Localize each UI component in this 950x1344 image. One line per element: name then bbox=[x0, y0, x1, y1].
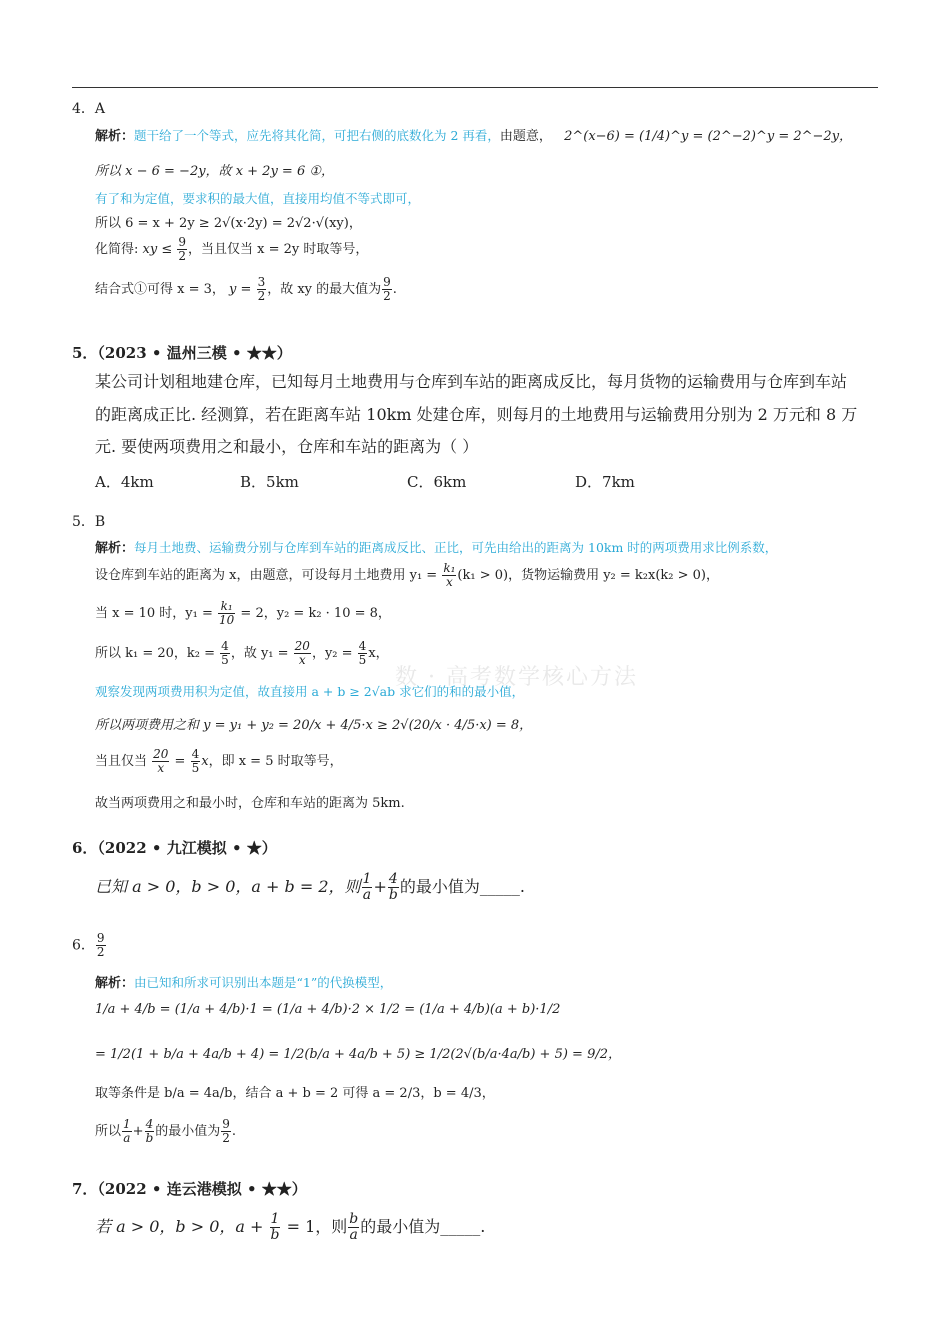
q7-text-a: 若 a > 0，b > 0，a + bbox=[95, 1217, 269, 1236]
q6-answer-num: 6． bbox=[72, 937, 95, 954]
a6-hint-1: 由已知和所求可识别出本题是“1”的代换模型， bbox=[134, 975, 393, 990]
a5-frac-4-5-b: $\frac{4}{5}$ bbox=[358, 639, 367, 667]
q4-solution-line-1 bbox=[95, 125, 852, 144]
q4-frac-9-2: $\frac{9}{2}$ bbox=[178, 235, 186, 263]
a6-l4-prefix: 所以 bbox=[95, 1124, 122, 1139]
a5-line-3 bbox=[95, 600, 391, 627]
q7-frac-b-a: $\frac{b}{a}$ bbox=[349, 1211, 359, 1243]
a5-l3-d: x， bbox=[368, 646, 389, 661]
a5-line-1 bbox=[95, 537, 777, 556]
q6-text-b: 的最小值为_____. bbox=[399, 877, 525, 896]
a6-frac-9-2: $\frac{9}{2}$ bbox=[222, 1117, 230, 1145]
q5-text-2: 的距离成正比. 经测算，若在距离车站 10km 处建仓库，则每月的土地费用与运输费用分别为 2 万元和 8 万 bbox=[95, 405, 858, 424]
a5-hint-1: 每月土地费、运输费分别与仓库到车站的距离成反比、正比，可先由给出的距离为 10km 时的两项费用求比例系数， bbox=[134, 540, 778, 555]
q5-option-b[interactable]: B．5km bbox=[240, 473, 299, 491]
q4-l4-prefix: 化简得: bbox=[95, 242, 143, 257]
top-rule bbox=[72, 87, 878, 88]
q7-header: 7．（2022 • 连云港模拟 • ★★） bbox=[72, 1180, 307, 1198]
a5-label: 解析： bbox=[95, 541, 135, 556]
a6-frac-1-a: $\frac{1}{a}$ bbox=[123, 1117, 131, 1145]
q6-answer bbox=[72, 932, 107, 959]
q7-text-c: 的最小值为_____. bbox=[360, 1217, 486, 1236]
q4-y-eq: y = bbox=[229, 282, 256, 297]
q7-frac-1-b: $\frac{1}{b}$ bbox=[270, 1211, 280, 1243]
a6-frac-4-b: $\frac{4}{b}$ bbox=[145, 1117, 154, 1145]
a5-line-6: 当且仅当 $\frac{20}{x}$ = $\frac{4}{5}$ x，即 x = 5 时取等号， bbox=[95, 747, 343, 775]
q4-l5-mid: ，故 xy 的最大值为 bbox=[267, 282, 382, 297]
a5-frac-k1-x: $\frac{\text{k₁}}{x}$ bbox=[443, 561, 456, 589]
q4-frac-3-2: $\frac{3}{2}$ bbox=[257, 275, 266, 303]
q6-text-a: 已知 a > 0，b > 0，a + b = 2，则 bbox=[95, 877, 361, 896]
a6-line-3: = 1/2(1 + b/a + 4a/b + 4) = 1/2(b/a + 4a/b + 5) ≥ 1/2(2√(b/a·4a/b) + 5) = 9/2， bbox=[95, 1047, 621, 1062]
q6-text: 已知 a > 0，b > 0，a + b = 2，则 $\frac{1}{a}$ + $\frac{4}{b}$ 的最小值为_____. bbox=[95, 871, 525, 903]
q4-frac-9-2-b: $\frac{9}{2}$ bbox=[383, 275, 391, 303]
q4-l1-tail: 由题意， bbox=[499, 129, 552, 144]
q4-answer: 4．A bbox=[72, 101, 106, 117]
a6-l4-suffix: 的最小值为 bbox=[155, 1124, 221, 1139]
q5-option-d[interactable]: D．7km bbox=[575, 473, 635, 491]
a6-line-2: 1/a + 4/b = (1/a + 4/b)·1 = (1/a + 4/b)·2 × 1/2 = (1/a + 4/b)(a + b)·1/2 bbox=[95, 1002, 561, 1017]
q4-solution-line-3: 所以 6 = x + 2y ≥ 2√(x·2y) = 2√2·√(xy)， bbox=[95, 216, 362, 231]
q4-hint-2: 有了和为定值，要求积的最大值，直接用均值不等式即可， bbox=[95, 191, 421, 206]
a5-l2-prefix: 当 x = 10 时，y₁ = bbox=[95, 606, 218, 621]
a5-l3-b: ，故 y₁ = bbox=[230, 646, 293, 661]
q4-hint-1: 题干给了一个等式，应先将其化简，可把右侧的底数化为 2 再看， bbox=[134, 128, 500, 143]
q4-l1-math: 2^(x−6) = (1/4)^y = (2^−2)^y = 2^−2y， bbox=[564, 129, 853, 144]
q4-solution-line-2: 所以 x − 6 = −2y，故 x + 2y = 6 ①， bbox=[95, 164, 335, 179]
q5-header: 5．（2023 • 温州三模 • ★★） bbox=[72, 344, 292, 362]
a5-l1-suffix: (k₁ > 0)，货物运输费用 y₂ = k₂x(k₂ > 0)， bbox=[457, 568, 719, 583]
a5-l3-c: ，y₂ = bbox=[311, 646, 357, 661]
q6-answer-frac: $\frac{9}{2}$ bbox=[96, 931, 105, 959]
a5-l1-prefix: 设仓库到车站的距离为 x，由题意，可设每月土地费用 y₁ = bbox=[95, 568, 442, 583]
a6-label: 解析： bbox=[95, 976, 135, 991]
q7-text-b: = 1，则 bbox=[281, 1217, 348, 1236]
a5-l2-suffix: = 2，y₂ = k₂ · 10 = 8， bbox=[236, 606, 391, 621]
a5-frac-4-5-c: $\frac{4}{5}$ bbox=[191, 747, 200, 775]
a6-line-1 bbox=[95, 972, 392, 991]
a5-line-5: 所以两项费用之和 y = y₁ + y₂ = 20/x + 4/5·x ≥ 2√(20/x · 4/5·x) = 8， bbox=[95, 718, 533, 733]
a5-frac-20-x: $\frac{20}{x}$ bbox=[294, 639, 310, 667]
q4-solution-label: 解析： bbox=[95, 129, 135, 144]
q5-text-3: 元. 要使两项费用之和最小，仓库和车站的距离为（ ） bbox=[95, 437, 479, 456]
q5-option-a[interactable]: A．4km bbox=[95, 473, 154, 491]
a6-line-5: 所以 $\frac{1}{a}$ + $\frac{4}{b}$ 的最小值为 $\frac{9}{2}$ . bbox=[95, 1117, 237, 1145]
q7-text bbox=[95, 1212, 485, 1243]
a5-l3-a: 所以 k₁ = 20，k₂ = bbox=[95, 646, 220, 661]
q6-frac-1-a: $\frac{1}{a}$ bbox=[362, 871, 372, 903]
a5-line-7: 故当两项费用之和最小时，仓库和车站的距离为 5km. bbox=[95, 796, 405, 811]
q6-header: 6．（2022 • 九江模拟 • ★） bbox=[72, 839, 277, 857]
a6-line-4: 取等条件是 b/a = 4a/b，结合 a + b = 2 可得 a = 2/3，b = 4/3， bbox=[95, 1086, 495, 1101]
q4-l4-suffix: ，当且仅当 x = 2y 时取等号， bbox=[188, 242, 369, 257]
a5-frac-20-x-b: $\frac{20}{x}$ bbox=[153, 747, 169, 775]
a5-l5-suffix: ，即 x = 5 时取等号， bbox=[208, 754, 343, 769]
q6-frac-4-b: $\frac{4}{b}$ bbox=[388, 871, 398, 903]
a5-line-4 bbox=[95, 640, 389, 667]
q5-text-1: 某公司计划租地建仓库，已知每月土地费用与仓库到车站的距离成反比，每月货物的运输费用与仓库到车站 bbox=[95, 372, 848, 391]
a5-line-2 bbox=[95, 562, 719, 589]
a5-frac-k1-10: $\frac{\text{k₁}}{10}$ bbox=[219, 599, 235, 627]
q4-solution-line-4 bbox=[95, 236, 368, 263]
q4-xy-le: xy ≤ bbox=[142, 242, 177, 257]
q4-solution-line-5: 结合式①可得 x = 3， y = $\frac{3}{2}$ ，故 xy 的最大值为 $\frac{9}{2}$ . bbox=[95, 275, 397, 303]
a5-l5-prefix: 当且仅当 bbox=[95, 754, 152, 769]
q5-answer: 5．B bbox=[72, 514, 106, 530]
a5-frac-4-5: $\frac{4}{5}$ bbox=[221, 639, 229, 667]
q5-option-c[interactable]: C．6km bbox=[407, 473, 467, 491]
watermark: 数 · 高考数学核心方法 bbox=[395, 665, 638, 690]
a5-hint-2: 观察发现两项费用积为定值，故直接用 a + b ≥ 2√ab 求它们的和的最小值， bbox=[95, 684, 525, 699]
q4-l5-prefix: 结合式①可得 x = 3， bbox=[95, 282, 225, 297]
